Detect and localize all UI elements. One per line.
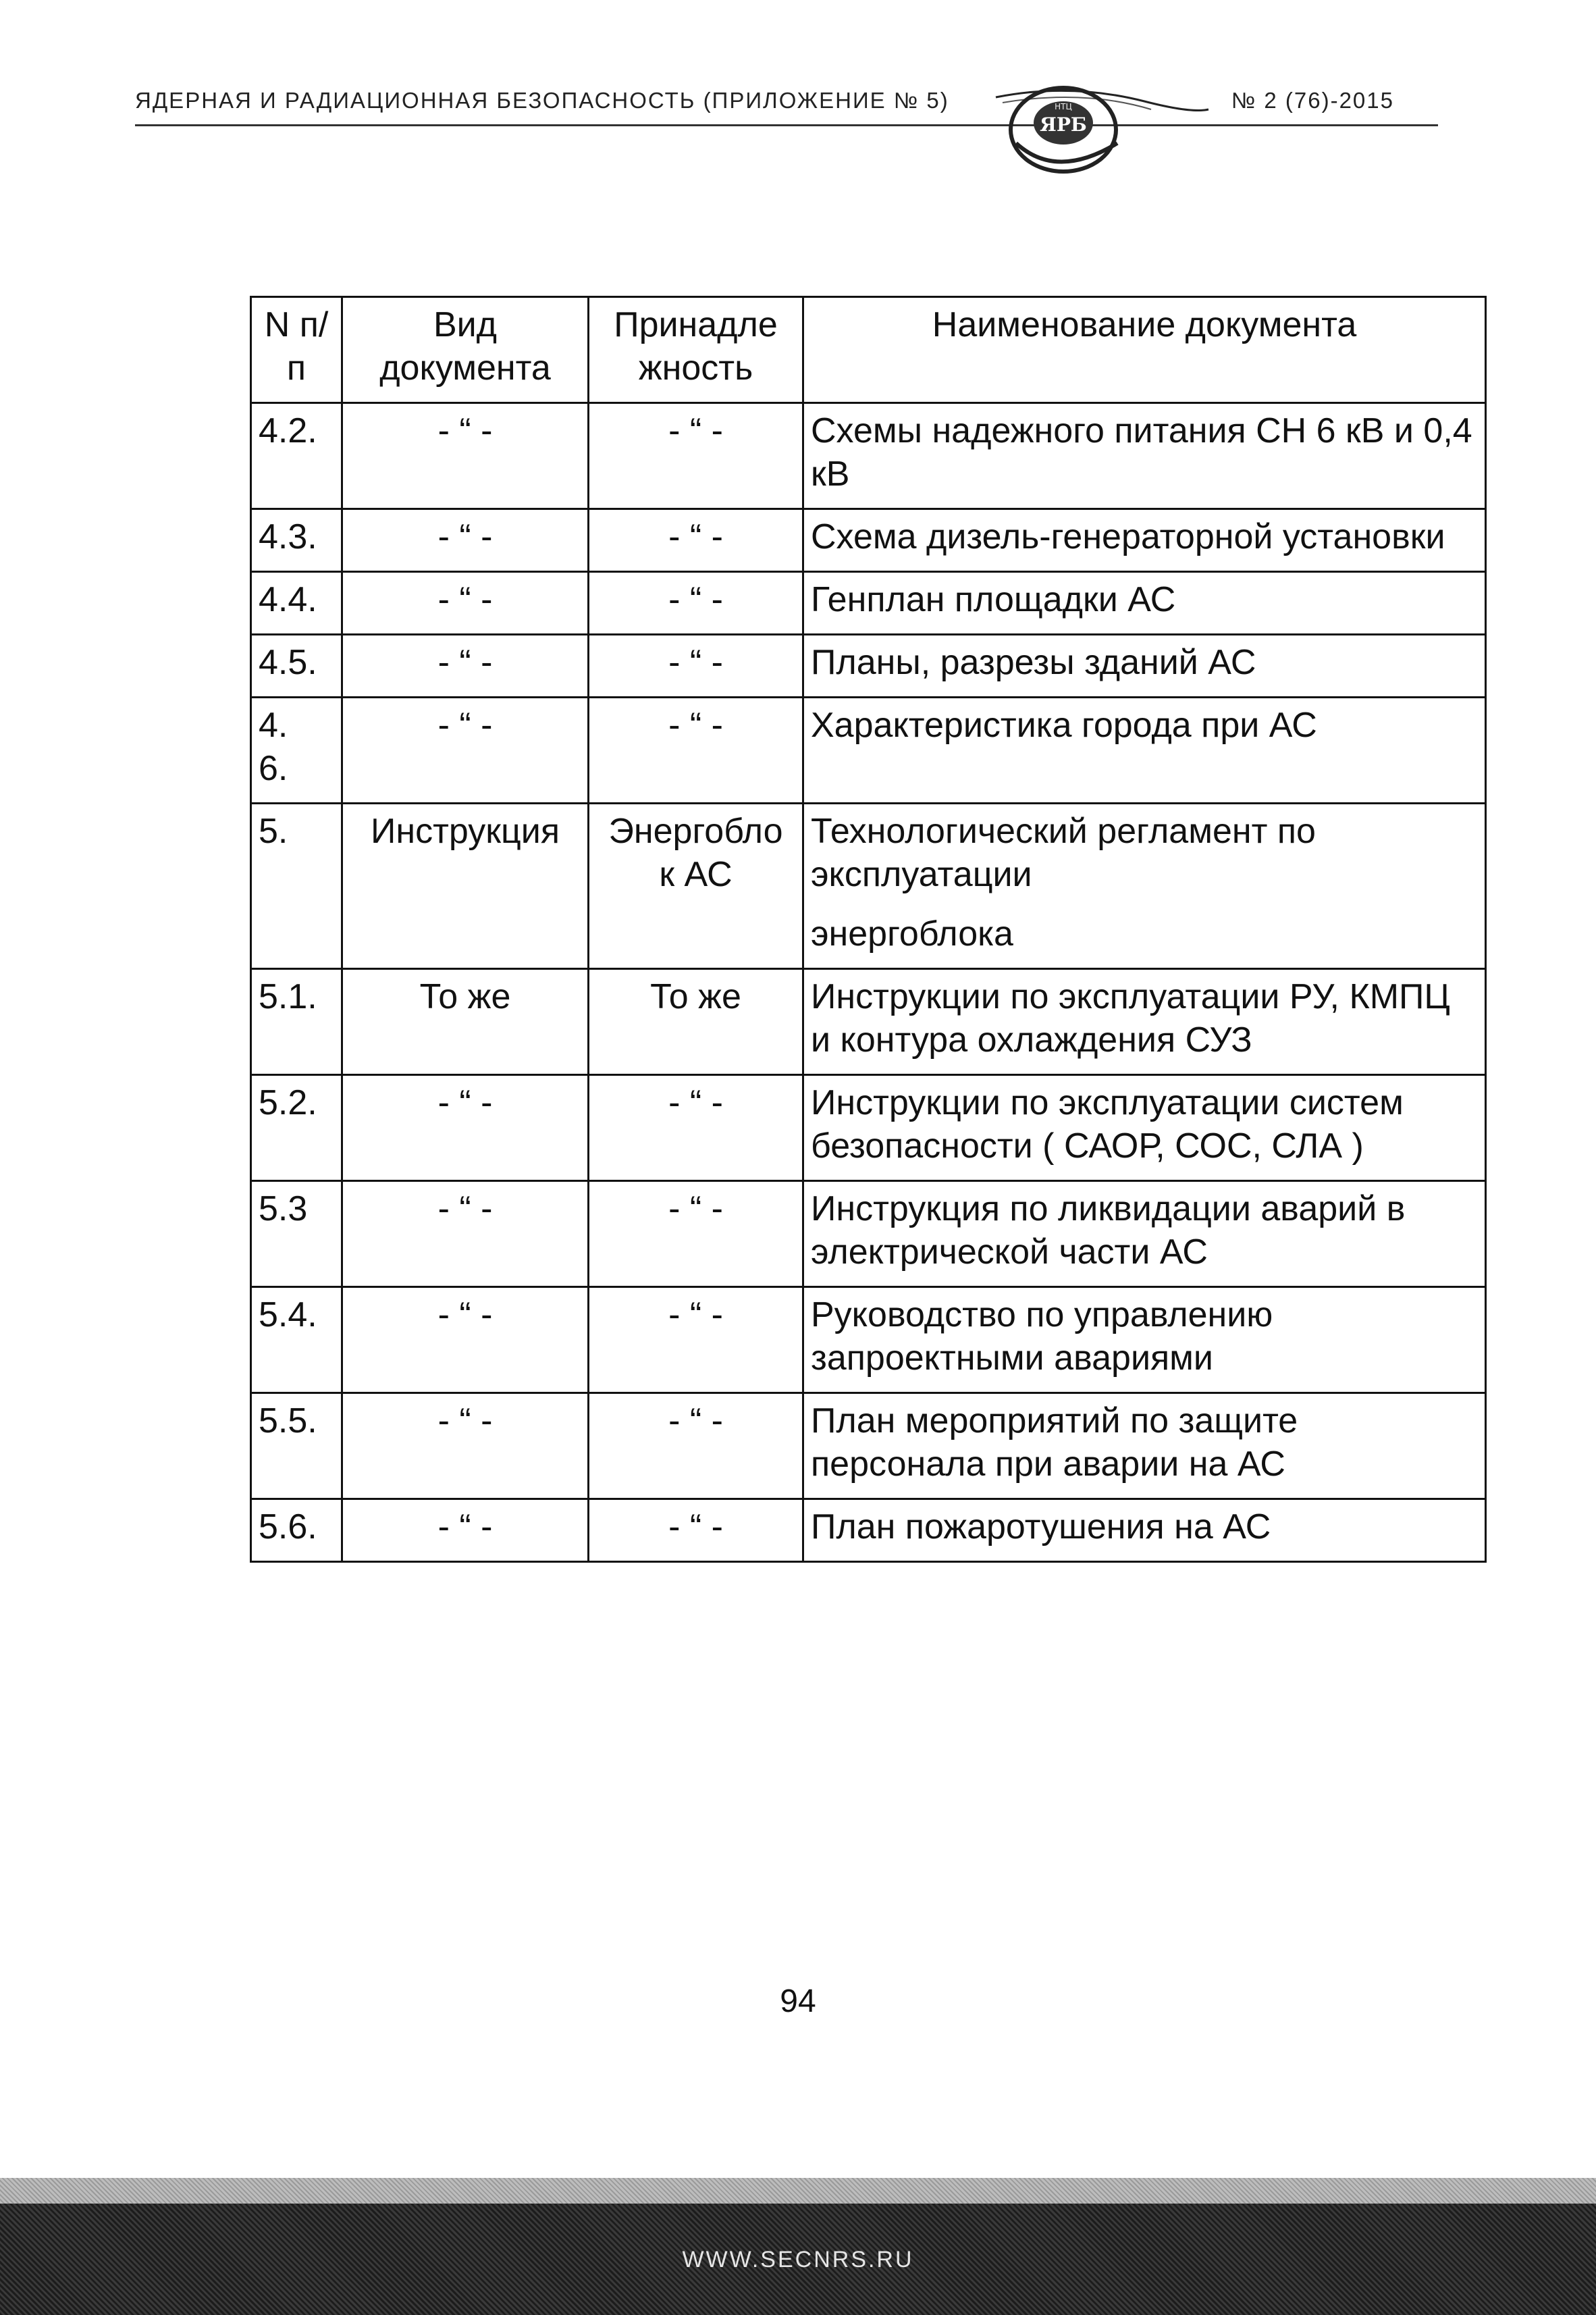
table-row: [251, 635, 1486, 698]
table-row: [251, 1075, 1486, 1181]
row-number: 5.: [251, 804, 342, 969]
row-doc-type: - “ -: [342, 635, 589, 698]
row-owner: - “ -: [589, 1287, 803, 1393]
row-doc-name: Инструкции по эксплуатации систем безопасности ( САОР, СОС, СЛА ): [803, 1075, 1486, 1181]
issue-number: № 2 (76)-2015: [1231, 88, 1394, 113]
row-doc-type: - “ -: [342, 1393, 589, 1499]
row-doc-type: - “ -: [342, 572, 589, 635]
row-owner: - “ -: [589, 698, 803, 804]
header-number: [251, 297, 342, 403]
row-doc-name: Схема дизель-генераторной установки: [803, 509, 1486, 572]
row-doc-name: Технологический регламент по эксплуатации: [811, 812, 1316, 894]
table-row: [251, 1393, 1486, 1499]
row-number: 5.6.: [251, 1499, 342, 1562]
header-doc-name-label: Наименование документа: [932, 305, 1357, 344]
row-number: 5.3: [251, 1181, 342, 1287]
row-doc-name: Руководство по управлению запроектными авариями: [803, 1287, 1486, 1393]
row-doc-name-extra: энергоблока: [811, 914, 1013, 954]
documents-table: [250, 296, 1487, 1563]
header-number-label: N п/п: [264, 305, 329, 388]
row-owner: - “ -: [589, 1181, 803, 1287]
row-number: 4.5.: [251, 635, 342, 698]
table-row: [251, 969, 1486, 1075]
header-doc-name: [803, 297, 1486, 403]
page-footer: [0, 2178, 1596, 2315]
footer-url: WWW.SECNRS.RU: [682, 2247, 914, 2272]
table-row: [251, 509, 1486, 572]
row-owner: - “ -: [589, 403, 803, 509]
row-owner: - “ -: [589, 1393, 803, 1499]
row-number: 5.5.: [251, 1393, 342, 1499]
table-row: [251, 1287, 1486, 1393]
table-row: [251, 1499, 1486, 1562]
row-doc-name: Планы, разрезы зданий АС: [803, 635, 1486, 698]
logo-small-text: НТЦ: [1055, 102, 1072, 111]
row-owner: - “ -: [589, 509, 803, 572]
row-doc-name: Схемы надежного питания СН 6 кВ и 0,4 кВ: [803, 403, 1486, 509]
row-doc-name: Характеристика города при АС: [803, 698, 1486, 804]
row-doc-type: - “ -: [342, 1181, 589, 1287]
row-number: 4. 6.: [251, 698, 342, 804]
table-row: [251, 804, 1486, 969]
journal-title: ЯДЕРНАЯ И РАДИАЦИОННАЯ БЕЗОПАСНОСТЬ (ПРИЛОЖЕНИЕ № 5): [135, 88, 949, 113]
row-number: 5.4.: [251, 1287, 342, 1393]
row-doc-name: Инструкция по ликвидации аварий в электрической части АС: [803, 1181, 1486, 1287]
table-row: [251, 698, 1486, 804]
table-row: [251, 403, 1486, 509]
header-owner-label: Принадле жность: [614, 305, 778, 388]
row-owner: То же: [589, 969, 803, 1075]
row-number: 5.1.: [251, 969, 342, 1075]
row-doc-type: - “ -: [342, 509, 589, 572]
header-rule: [135, 124, 1438, 126]
row-doc-name: Инструкции по эксплуатации РУ, КМПЦ и контура охлаждения СУЗ: [803, 969, 1486, 1075]
row-number: 4.3.: [251, 509, 342, 572]
row-owner: - “ -: [589, 572, 803, 635]
page-number: 94: [780, 1983, 816, 2019]
row-owner: - “ -: [589, 1499, 803, 1562]
row-number: 5.2.: [251, 1075, 342, 1181]
row-doc-type: - “ -: [342, 403, 589, 509]
row-doc-name-cell: [803, 804, 1486, 969]
row-doc-name: Генплан площадки АС: [803, 572, 1486, 635]
row-doc-type: - “ -: [342, 1075, 589, 1181]
footer-band: [0, 2204, 1596, 2315]
row-number: 4.4.: [251, 572, 342, 635]
row-doc-name: План мероприятий по защите персонала при аварии на АС: [803, 1393, 1486, 1499]
logo-text: ЯРБ: [1040, 113, 1087, 136]
row-doc-type: - “ -: [342, 698, 589, 804]
row-owner: - “ -: [589, 1075, 803, 1181]
header-owner: [589, 297, 803, 403]
row-doc-type: То же: [342, 969, 589, 1075]
row-number: 4.2.: [251, 403, 342, 509]
table-row: [251, 572, 1486, 635]
table-header-row: [251, 297, 1486, 403]
journal-logo: [989, 62, 1212, 184]
row-doc-type: - “ -: [342, 1499, 589, 1562]
table-row: [251, 1181, 1486, 1287]
row-doc-name: План пожаротушения на АС: [803, 1499, 1486, 1562]
row-doc-type: Инструкция: [342, 804, 589, 969]
header-doc-type: [342, 297, 589, 403]
header-doc-type-label: Вид документа: [379, 305, 551, 388]
row-owner: - “ -: [589, 635, 803, 698]
running-header: [135, 82, 1438, 123]
row-doc-type: - “ -: [342, 1287, 589, 1393]
row-owner: Энергобло к АС: [589, 804, 803, 969]
